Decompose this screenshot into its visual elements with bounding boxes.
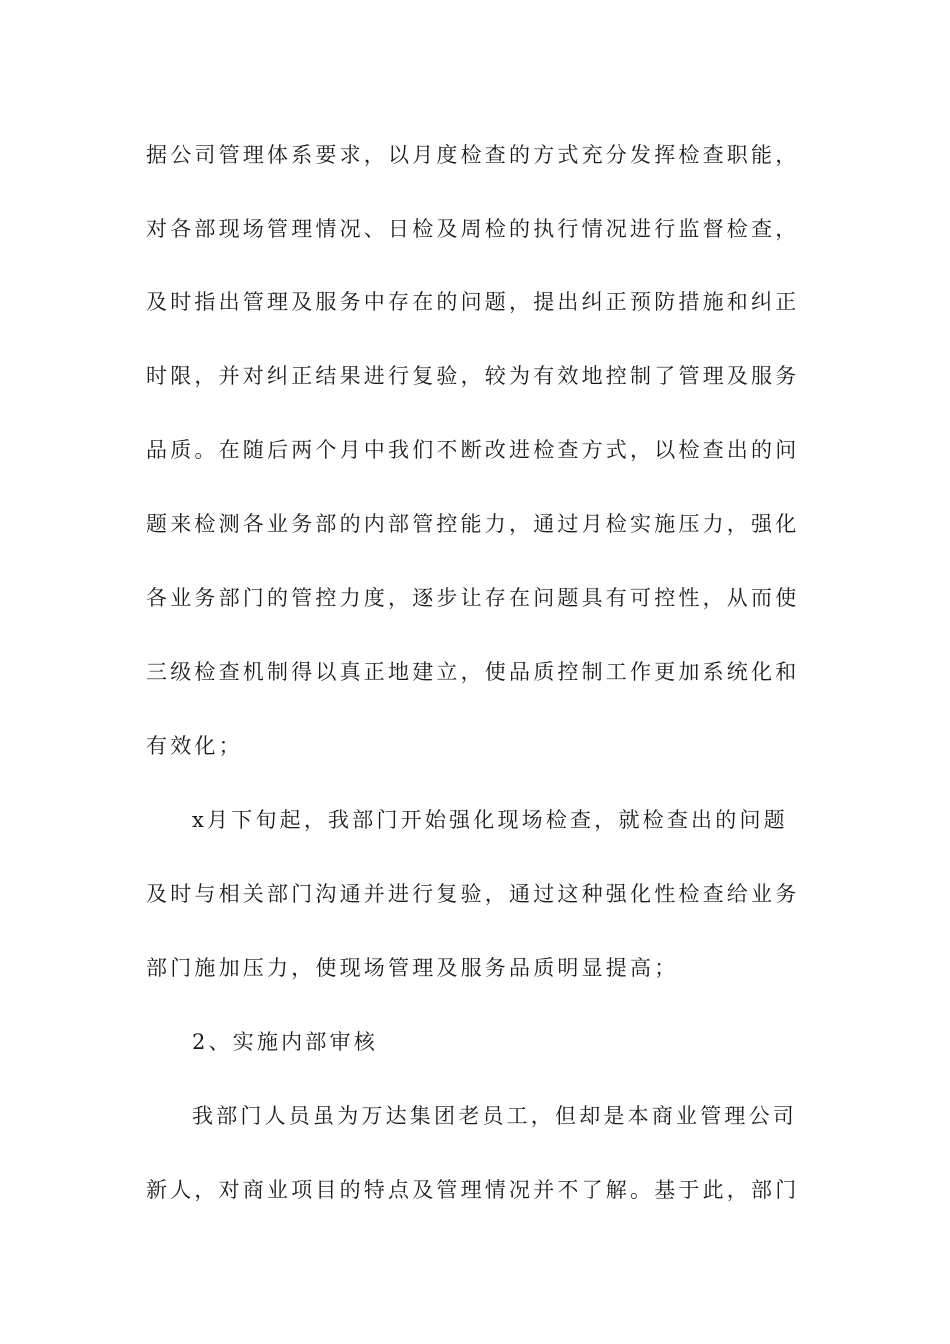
text-line-12: 部门施加压力，使现场管理及服务品质明显提高； [146,956,679,980]
text-line-14: 我部门人员虽为万达集团老员工，但却是本商业管理公司 [192,1104,797,1128]
text-line-5: 品质。在随后两个月中我们不断改进检查方式，以检查出的问 [146,438,800,462]
section-heading: 2、实施内部审核 [192,1030,378,1054]
text-line-9: 有效化； [146,734,243,758]
text-line-1: 据公司管理体系要求，以月度检查的方式充分发挥检查职能， [146,143,800,167]
text-line-11: 及时与相关部门沟通并进行复验，通过这种强化性检查给业务 [146,882,800,906]
text-line-8: 三级检查机制得以真正地建立，使品质控制工作更加系统化和 [146,660,800,684]
text-line-3: 及时指出管理及服务中存在的问题，提出纠正预防措施和纠正 [146,290,800,314]
text-line-7: 各业务部门的管控力度，逐步让存在问题具有可控性，从而使 [146,586,800,610]
text-line-4: 时限，并对纠正结果进行复验，较为有效地控制了管理及服务 [146,364,800,388]
text-line-15: 新人，对商业项目的特点及管理情况并不了解。基于此，部门 [146,1178,800,1202]
text-line-10: x月下旬起，我部门开始强化现场检查，就检查出的问题 [192,808,788,832]
text-line-2: 对各部现场管理情况、日检及周检的执行情况进行监督检查， [146,217,800,241]
text-line-6: 题来检测各业务部的内部管控能力，通过月检实施压力，强化 [146,512,800,536]
